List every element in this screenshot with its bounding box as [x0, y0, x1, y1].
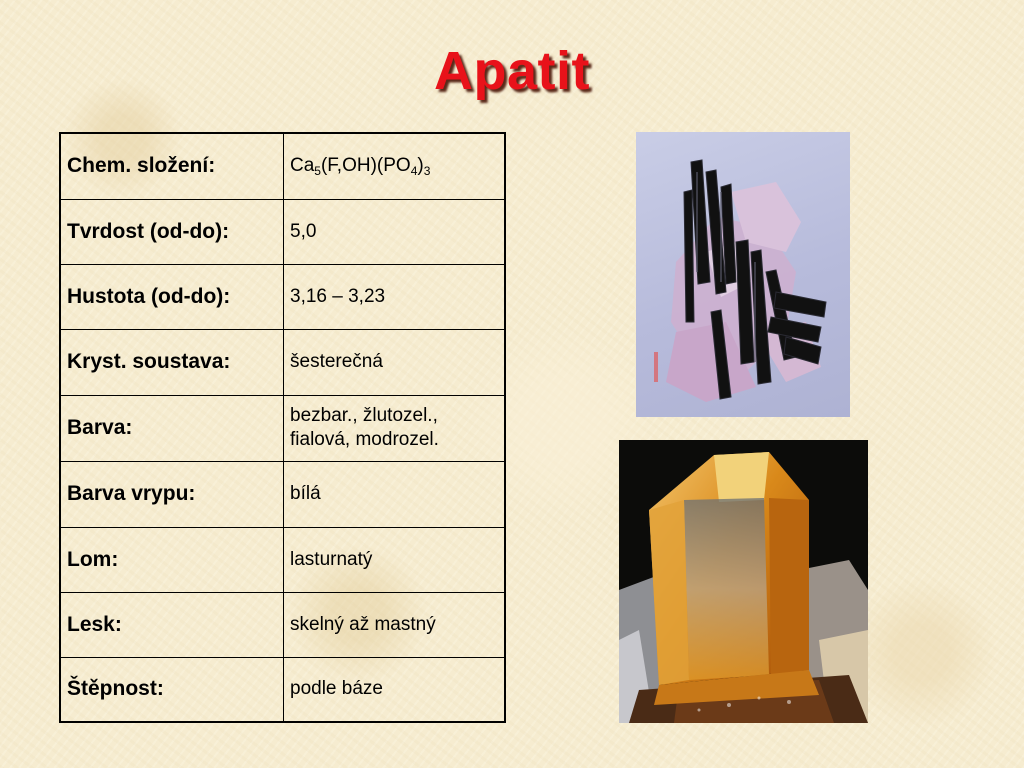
- table-row: [60, 329, 505, 395]
- property-value: skelný až mastný: [284, 592, 506, 657]
- property-label: Barva:: [60, 395, 284, 461]
- formula-subscript: 5: [314, 164, 321, 179]
- property-value: lasturnatý: [284, 527, 506, 592]
- property-value: [284, 133, 506, 199]
- mineral-illustration-yellow: [619, 440, 868, 723]
- property-label: Lom:: [60, 527, 284, 592]
- property-value: bílá: [284, 461, 506, 527]
- table-row: [60, 657, 505, 722]
- apatite-specimen-photo-1: [636, 132, 850, 417]
- mineral-illustration-violet: [636, 132, 850, 417]
- property-value: 3,16 – 3,23: [284, 264, 506, 329]
- formula-part: ): [417, 155, 424, 177]
- table-row: [60, 395, 505, 461]
- property-value: 5,0: [284, 199, 506, 264]
- formula-part: (F,OH)(PO: [320, 155, 411, 177]
- page-title: Apatit: [434, 41, 590, 101]
- value-line: bezbar., žlutozel.,: [290, 405, 438, 427]
- value-line: fialová, modrozel.: [290, 429, 439, 450]
- property-label: Lesk:: [60, 592, 284, 657]
- property-label: Kryst. soustava:: [60, 329, 284, 395]
- table-row: [60, 527, 505, 592]
- property-label: Barva vrypu:: [60, 461, 284, 527]
- table-row: [60, 264, 505, 329]
- property-label: Hustota (od-do):: [60, 264, 284, 329]
- property-value: šesterečná: [284, 329, 506, 395]
- property-label: Tvrdost (od-do):: [60, 199, 284, 264]
- apatite-specimen-photo-2: [619, 440, 868, 723]
- formula-part: Ca: [290, 155, 315, 177]
- formula-subscript: 4: [410, 164, 418, 179]
- property-label: Chem. složení:: [60, 133, 284, 199]
- table-row: [60, 199, 505, 264]
- table-row: [60, 461, 505, 527]
- table-row: [60, 592, 505, 657]
- property-label: Štěpnost:: [60, 657, 284, 722]
- formula-subscript: 3: [423, 164, 431, 179]
- property-value: podle báze: [284, 657, 506, 722]
- property-value: [284, 395, 506, 461]
- table-row: [60, 133, 505, 199]
- properties-table: [59, 132, 506, 723]
